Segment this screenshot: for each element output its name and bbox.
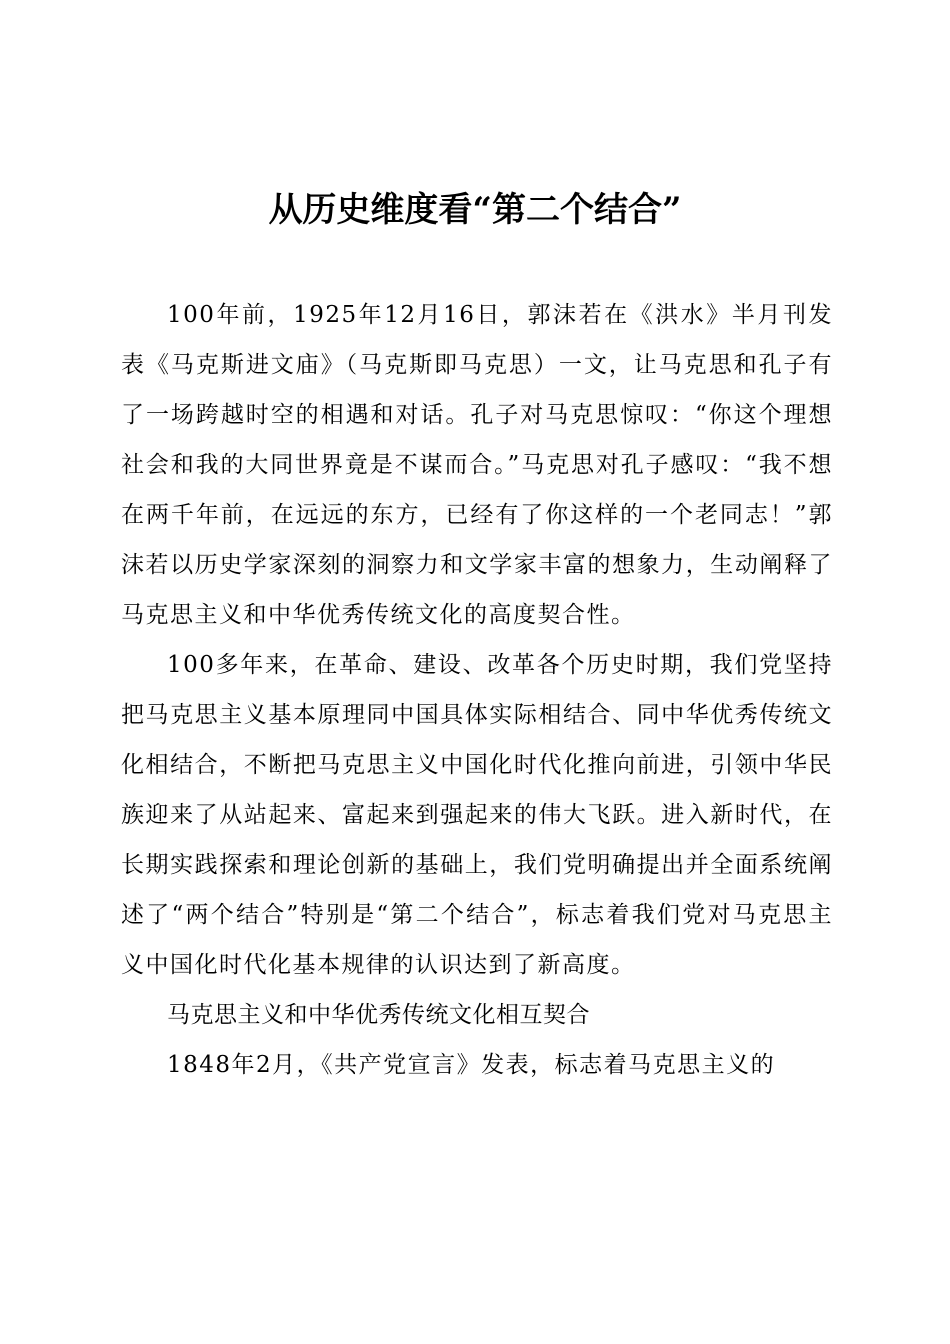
paragraph-section-start: 1848年2月，《共产党宣言》发表，标志着马克思主义的 xyxy=(167,1052,776,1078)
document-body xyxy=(121,290,833,1090)
section-heading: 马克思主义和中华优秀传统文化相互契合 xyxy=(167,1002,590,1028)
paragraph-intro: 100年前，1925年12月16日，郭沫若在《洪水》半月刊发表《马克斯进文庙》（马克斯即马克思）一文，让马克思和孔子有了一场跨越时空的相遇和对话。孔子对马克思惊叹：“你这个理想社会和我的大同世界竟是不谋而合。”马克思对孔子感叹：“我不想在两千年前，在远远的东方，已经有了你这样的一个老同志！”郭沫若以历史学家深刻的洞察力和文学家丰富的想象力，生动阐释了马克思主义和中华优秀传统文化的高度契合性。 xyxy=(121,302,833,628)
document-title: 从历史维度看“第二个结合” xyxy=(268,190,682,230)
paragraph-history: 100多年来，在革命、建设、改革各个历史时期，我们党坚持把马克思主义基本原理同中国具体实际相结合、同中华优秀传统文化相结合，不断把马克思主义中国化时代化推向前进，引领中华民族迎来了从站起来、富起来到强起来的伟大飞跃。进入新时代，在长期实践探索和理论创新的基础上，我们党明确提出并全面系统阐述了“两个结合”特别是“第二个结合”，标志着我们党对马克思主义中国化时代化基本规律的认识达到了新高度。 xyxy=(121,652,833,978)
